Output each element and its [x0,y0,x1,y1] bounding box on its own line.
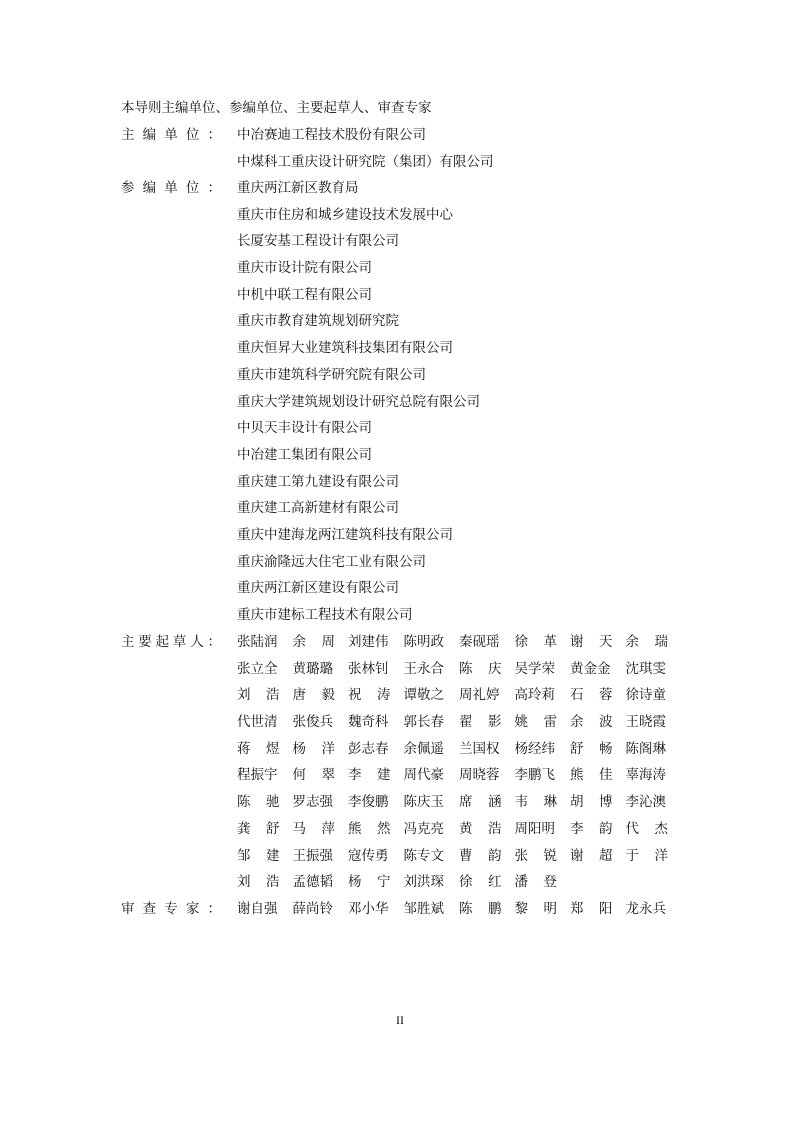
person-name: 黎 明 [514,901,557,917]
person-name: 唐 毅 [292,687,335,704]
person-name: 辜海涛 [625,767,666,784]
person-name: 张俊兵 [292,714,333,731]
person-name: 王永合 [403,660,444,677]
organization-item: 重庆中建海龙两江建筑科技有限公司 [237,526,453,543]
person-name: 秦砚瑶 [459,634,500,650]
label-char: ： [207,127,221,143]
person-name: 杨 宁 [348,874,391,891]
name-row [237,846,681,873]
organization-item: 中冶赛迪工程技术股份有限公司 [237,127,426,143]
person-name: 黄 浩 [459,820,502,837]
person-name: 徐诗童 [625,687,666,704]
person-name: 姚 雷 [514,714,557,731]
person-name: 罗志强 [292,794,333,811]
person-name: 郭长春 [403,714,444,731]
organization-item: 重庆市住房和城乡建设技术发展中心 [237,206,453,223]
person-name: 张 锐 [514,847,557,864]
person-name: 李俊鹏 [348,794,389,811]
person-name: 余佩遥 [403,740,444,757]
label-char: 家 [185,901,200,917]
person-name: 翟 影 [459,714,502,731]
label-char: 查 [142,901,157,917]
person-name: 余 波 [570,714,613,731]
participating-units-label [121,178,221,198]
participating-units-list [237,178,681,632]
organization-item: 重庆建工第九建设有限公司 [237,473,399,490]
person-name: 石 蓉 [570,687,613,704]
person-name: 吴学荣 [514,660,555,677]
organization-item: 重庆市设计院有限公司 [237,260,372,277]
organization-item: 重庆渝隆远大住宅工业有限公司 [237,553,426,570]
person-name: 于 洋 [625,847,668,864]
label-char: ： [207,901,221,917]
person-name: 王振强 [292,847,333,864]
organization-item: 重庆两江新区建设有限公司 [237,580,399,597]
person-name: 龙永兵 [625,901,666,917]
person-name: 陈 鹏 [459,901,502,917]
label-char: 专 [164,901,178,917]
page-number: II [396,1013,404,1027]
label-char: ： [207,634,221,650]
person-name: 李沁澳 [625,794,666,811]
person-name: 余 瑞 [625,634,668,650]
person-name: 蒋 煜 [237,740,280,757]
organization-item: 重庆建工高新建材有限公司 [237,500,399,517]
person-name: 余 周 [292,634,335,650]
page-heading: 本导则主编单位、参编单位、主要起草人、审查专家 [121,100,432,116]
person-name: 周阳明 [514,820,555,837]
organization-item: 中贝天丰设计有限公司 [237,420,372,437]
person-name: 马 萍 [292,820,335,837]
person-name: 兰国权 [459,740,500,757]
person-name: 魏奇科 [348,714,389,731]
person-name: 熊 佳 [570,767,613,784]
person-name: 代 杰 [625,820,668,837]
person-name: 陈庆玉 [403,794,444,811]
person-name: 李鹏飞 [514,767,555,784]
label-char: 编 [142,127,157,143]
organization-item: 重庆市建标工程技术有限公司 [237,607,413,623]
label-char: 单 [164,180,178,196]
person-name: 谢 超 [570,847,613,864]
drafters-grid [237,632,681,899]
person-name: 周晓蓉 [459,767,500,784]
person-name: 邓小华 [348,901,389,917]
organization-item: 长厦安基工程设计有限公司 [237,233,399,250]
label-char: 单 [164,127,178,143]
name-row [237,685,681,712]
name-row [237,739,681,766]
person-name: 熊 然 [348,820,391,837]
person-name: 邹胜斌 [403,901,444,917]
person-name: 舒 畅 [570,740,613,757]
label-char: 编 [142,180,157,196]
label-char: 主 [121,127,135,143]
person-name: 陈阁琳 [625,740,666,757]
person-name: 龚 舒 [237,820,280,837]
person-name: 张陆润 [237,634,278,650]
label-char: ： [207,180,221,196]
person-name: 代世清 [237,714,278,731]
person-name: 冯克亮 [403,820,444,837]
person-name: 程振宇 [237,767,278,784]
label-char: 要 [138,634,152,650]
person-name: 张立全 [237,660,278,677]
organization-item: 重庆两江新区教育局 [237,180,359,196]
person-name: 韦 琳 [514,794,557,811]
person-name: 张林钊 [348,660,389,677]
person-name: 谭敬之 [403,687,444,704]
name-row [237,819,681,846]
person-name: 刘 浩 [237,874,280,891]
label-char: 人 [190,634,204,650]
person-name: 杨经纬 [514,740,555,757]
person-name: 黄璐璐 [292,660,333,677]
person-name: 刘建伟 [348,634,389,650]
label-char: 草 [172,634,187,650]
label-char: 位 [185,180,200,196]
person-name: 沈琪雯 [625,660,666,677]
person-name: 孟德韬 [292,874,333,891]
person-name: 周礼婷 [459,687,500,704]
name-row [237,659,681,686]
person-name: 王晓霞 [625,714,666,731]
name-row [237,765,681,792]
person-name: 周代豪 [403,767,444,784]
name-row [237,712,681,739]
person-name: 彭志春 [348,740,389,757]
person-name: 刘洪琛 [403,874,444,891]
label-char: 主 [121,634,135,650]
label-char: 审 [121,901,135,917]
person-name: 黄金金 [570,660,611,677]
label-char: 位 [185,127,200,143]
person-name: 高玲莉 [514,687,555,704]
person-name: 李 韵 [570,820,613,837]
person-name: 谢自强 [237,901,278,917]
organization-item: 中冶建工集团有限公司 [237,446,372,463]
organization-item: 中机中联工程有限公司 [237,286,372,303]
label-char: 起 [155,634,170,650]
person-name: 陈 驰 [237,794,280,811]
organization-item: 重庆市教育建筑规划研究院 [237,313,399,330]
name-row [237,632,681,659]
person-name: 何 翠 [292,767,335,784]
organization-item: 重庆恒昇大业建筑科技集团有限公司 [237,340,453,357]
person-name: 薛尚铃 [292,901,333,917]
person-name: 胡 博 [570,794,613,811]
person-name: 陈专文 [403,847,444,864]
person-name: 祝 涛 [348,687,391,704]
person-name: 陈 庆 [459,660,502,677]
reviewers-grid [237,899,681,926]
person-name: 潘 登 [514,874,557,891]
person-name: 曹 韵 [459,847,502,864]
drafters-label [121,632,221,652]
person-name: 徐 红 [459,874,502,891]
chief-editors-list [237,125,681,178]
name-row [237,872,681,899]
label-char: 参 [121,180,135,196]
person-name: 席 涵 [459,794,502,811]
name-row [237,899,681,926]
person-name: 刘 浩 [237,687,280,704]
person-name: 杨 洋 [292,740,335,757]
person-name: 谢 天 [570,634,613,650]
person-name: 寇传勇 [348,847,389,864]
chief-editors-label [121,125,221,145]
person-name: 李 建 [348,767,391,784]
person-name: 邹 建 [237,847,280,864]
person-name: 陈明政 [403,634,444,650]
person-name: 郑 阳 [570,901,613,917]
organization-item: 中煤科工重庆设计研究院（集团）有限公司 [237,153,494,170]
name-row [237,792,681,819]
reviewers-label [121,899,221,919]
organization-item: 重庆大学建筑规划设计研究总院有限公司 [237,393,480,410]
organization-item: 重庆市建筑科学研究院有限公司 [237,366,426,383]
person-name: 徐 革 [514,634,557,650]
